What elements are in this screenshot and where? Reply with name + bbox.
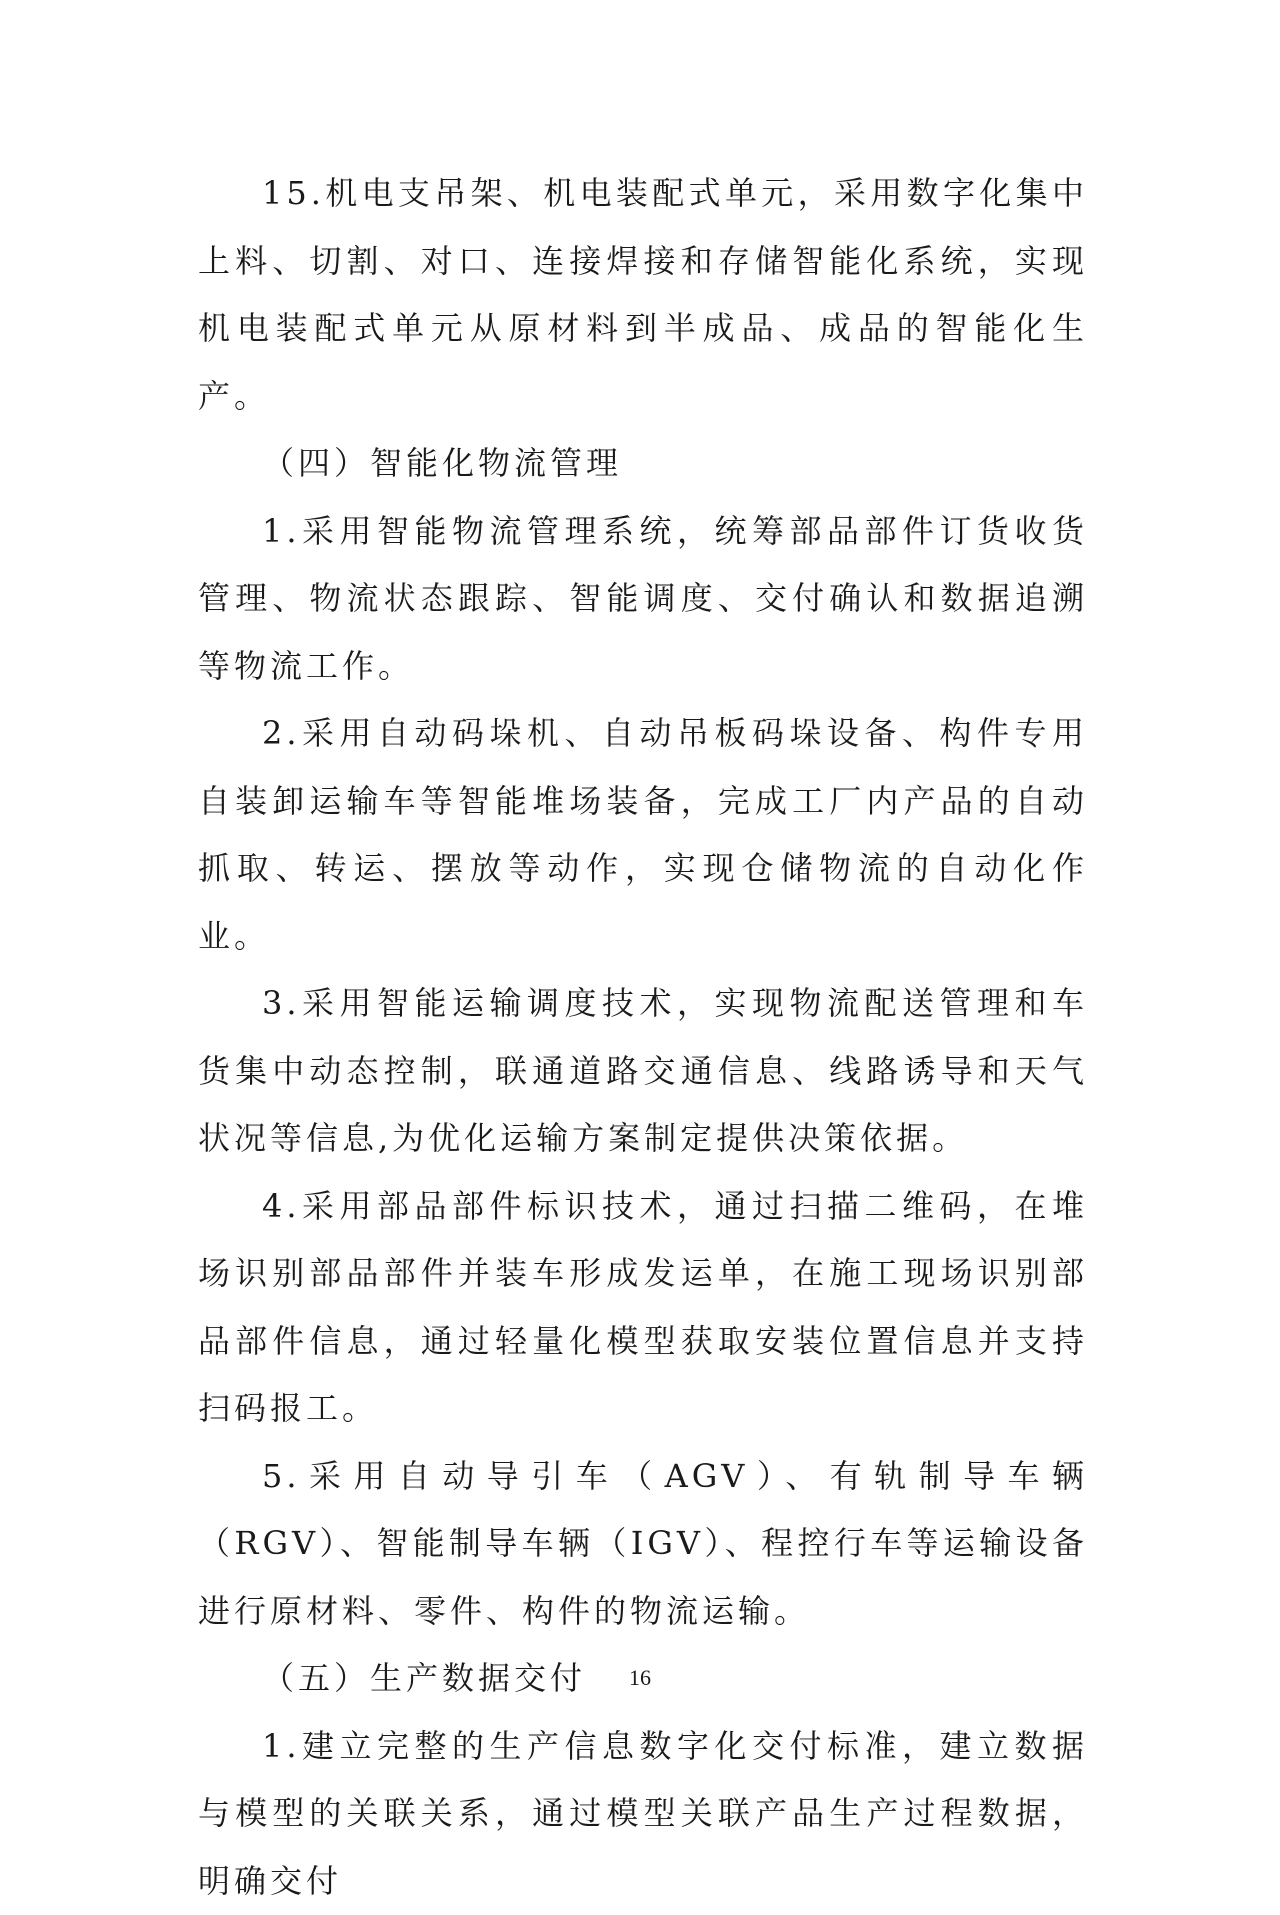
paragraph-logistics-3: 3.采用智能运输调度技术，实现物流配送管理和车货集中动态控制，联通道路交通信息、线路诱导和天气状况等信息,为优化运输方案制定提供决策依据。 (198, 970, 1088, 1173)
paragraph-logistics-4: 4.采用部品部件标识技术，通过扫描二维码，在堆场识别部品部件并装车形成发运单，在施工现场识别部品部件信息，通过轻量化模型获取安装位置信息并支持扫码报工。 (198, 1173, 1088, 1443)
section-heading-logistics: （四）智能化物流管理 (198, 430, 1088, 498)
paragraph-logistics-5: 5.采用自动导引车（AGV）、有轨制导车辆（RGV）、智能制导车辆（IGV）、程控行车等运输设备进行原材料、零件、构件的物流运输。 (198, 1443, 1088, 1646)
paragraph-data-delivery-1: 1.建立完整的生产信息数字化交付标准，建立数据与模型的关联关系，通过模型关联产品生产过程数据，明确交付 (198, 1713, 1088, 1915)
section-heading-data-delivery: （五）生产数据交付 (198, 1645, 1088, 1713)
paragraph-logistics-2: 2.采用自动码垛机、自动吊板码垛设备、构件专用自装卸运输车等智能堆场装备，完成工厂内产品的自动抓取、转运、摆放等动作，实现仓储物流的自动化作业。 (198, 700, 1088, 970)
body-text (198, 160, 1088, 1915)
paragraph-logistics-1: 1.采用智能物流管理系统，统筹部品部件订货收货管理、物流状态跟踪、智能调度、交付确认和数据追溯等物流工作。 (198, 498, 1088, 701)
paragraph-item-15: 15.机电支吊架、机电装配式单元，采用数字化集中上料、切割、对口、连接焊接和存储智能化系统，实现机电装配式单元从原材料到半成品、成品的智能化生产。 (198, 160, 1088, 430)
page-number: 16 (0, 1665, 1280, 1691)
